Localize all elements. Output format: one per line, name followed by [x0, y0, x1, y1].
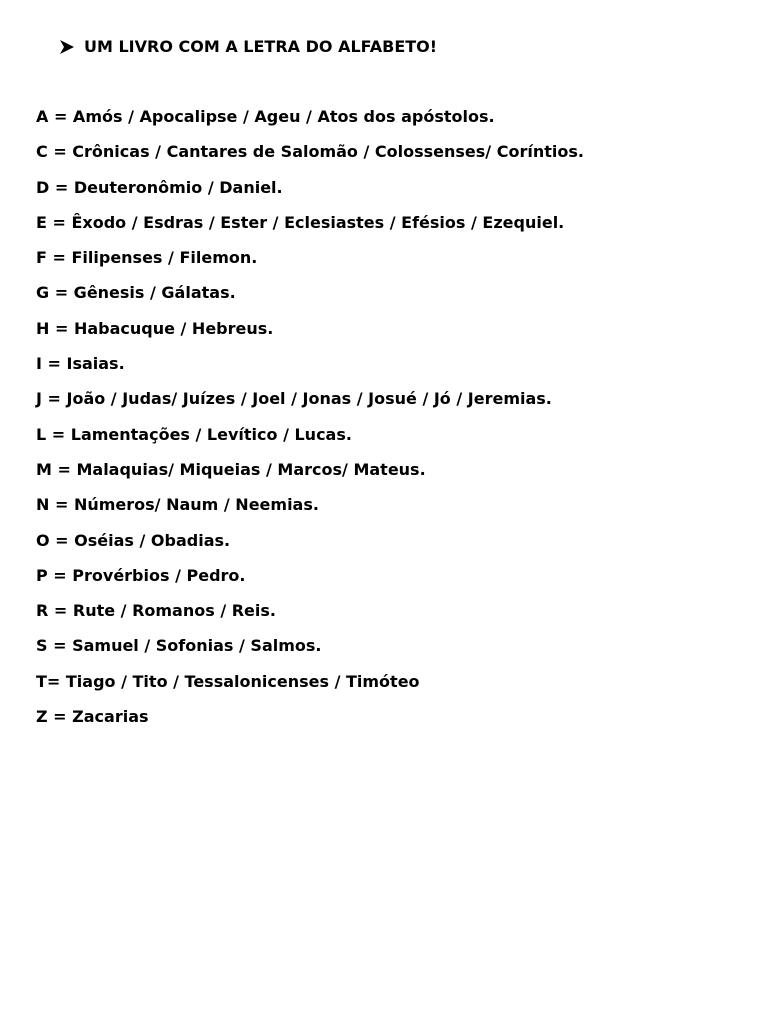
arrowhead-bullet-icon — [58, 38, 76, 56]
list-item: L = Lamentações / Levítico / Lucas. — [36, 424, 352, 444]
list-item: I = Isaias. — [36, 354, 125, 374]
list-item: P = Provérbios / Pedro. — [36, 565, 246, 585]
list-item: R = Rute / Romanos / Reis. — [36, 601, 276, 621]
list-item: A = Amós / Apocalipse / Ageu / Atos dos apóstolos. — [36, 107, 495, 126]
list-item: F = Filipenses / Filemon. — [36, 248, 258, 268]
list-item: J = João / Judas/ Juízes / Joel / Jonas / Josué / Jó / Jeremias. — [36, 389, 552, 409]
heading-text: UM LIVRO COM A LETRA DO ALFABETO! — [84, 37, 438, 56]
list-item: N = Números/ Naum / Neemias. — [36, 495, 319, 515]
list-item: M = Malaquias/ Miqueias / Marcos/ Mateus. — [36, 459, 426, 479]
list-item: S = Samuel / Sofonias / Salmos. — [36, 636, 322, 656]
list-item: C = Crônicas / Cantares de Salomão / Colossenses/ Coríntios. — [36, 142, 584, 162]
document-heading — [58, 37, 437, 56]
list-item: T= Tiago / Tito / Tessalonicenses / Timóteo — [36, 671, 420, 691]
list-item: O = Oséias / Obadias. — [36, 530, 231, 550]
list-item: G = Gênesis / Gálatas. — [36, 283, 236, 303]
list-item: Z = Zacarias — [36, 707, 149, 727]
list-item: H = Habacuque / Hebreus. — [36, 318, 274, 338]
book-list — [36, 106, 584, 741]
list-item: D = Deuteronômio / Daniel. — [36, 177, 283, 197]
list-item: E = Êxodo / Esdras / Ester / Eclesiastes / Efésios / Ezequiel. — [36, 212, 565, 232]
